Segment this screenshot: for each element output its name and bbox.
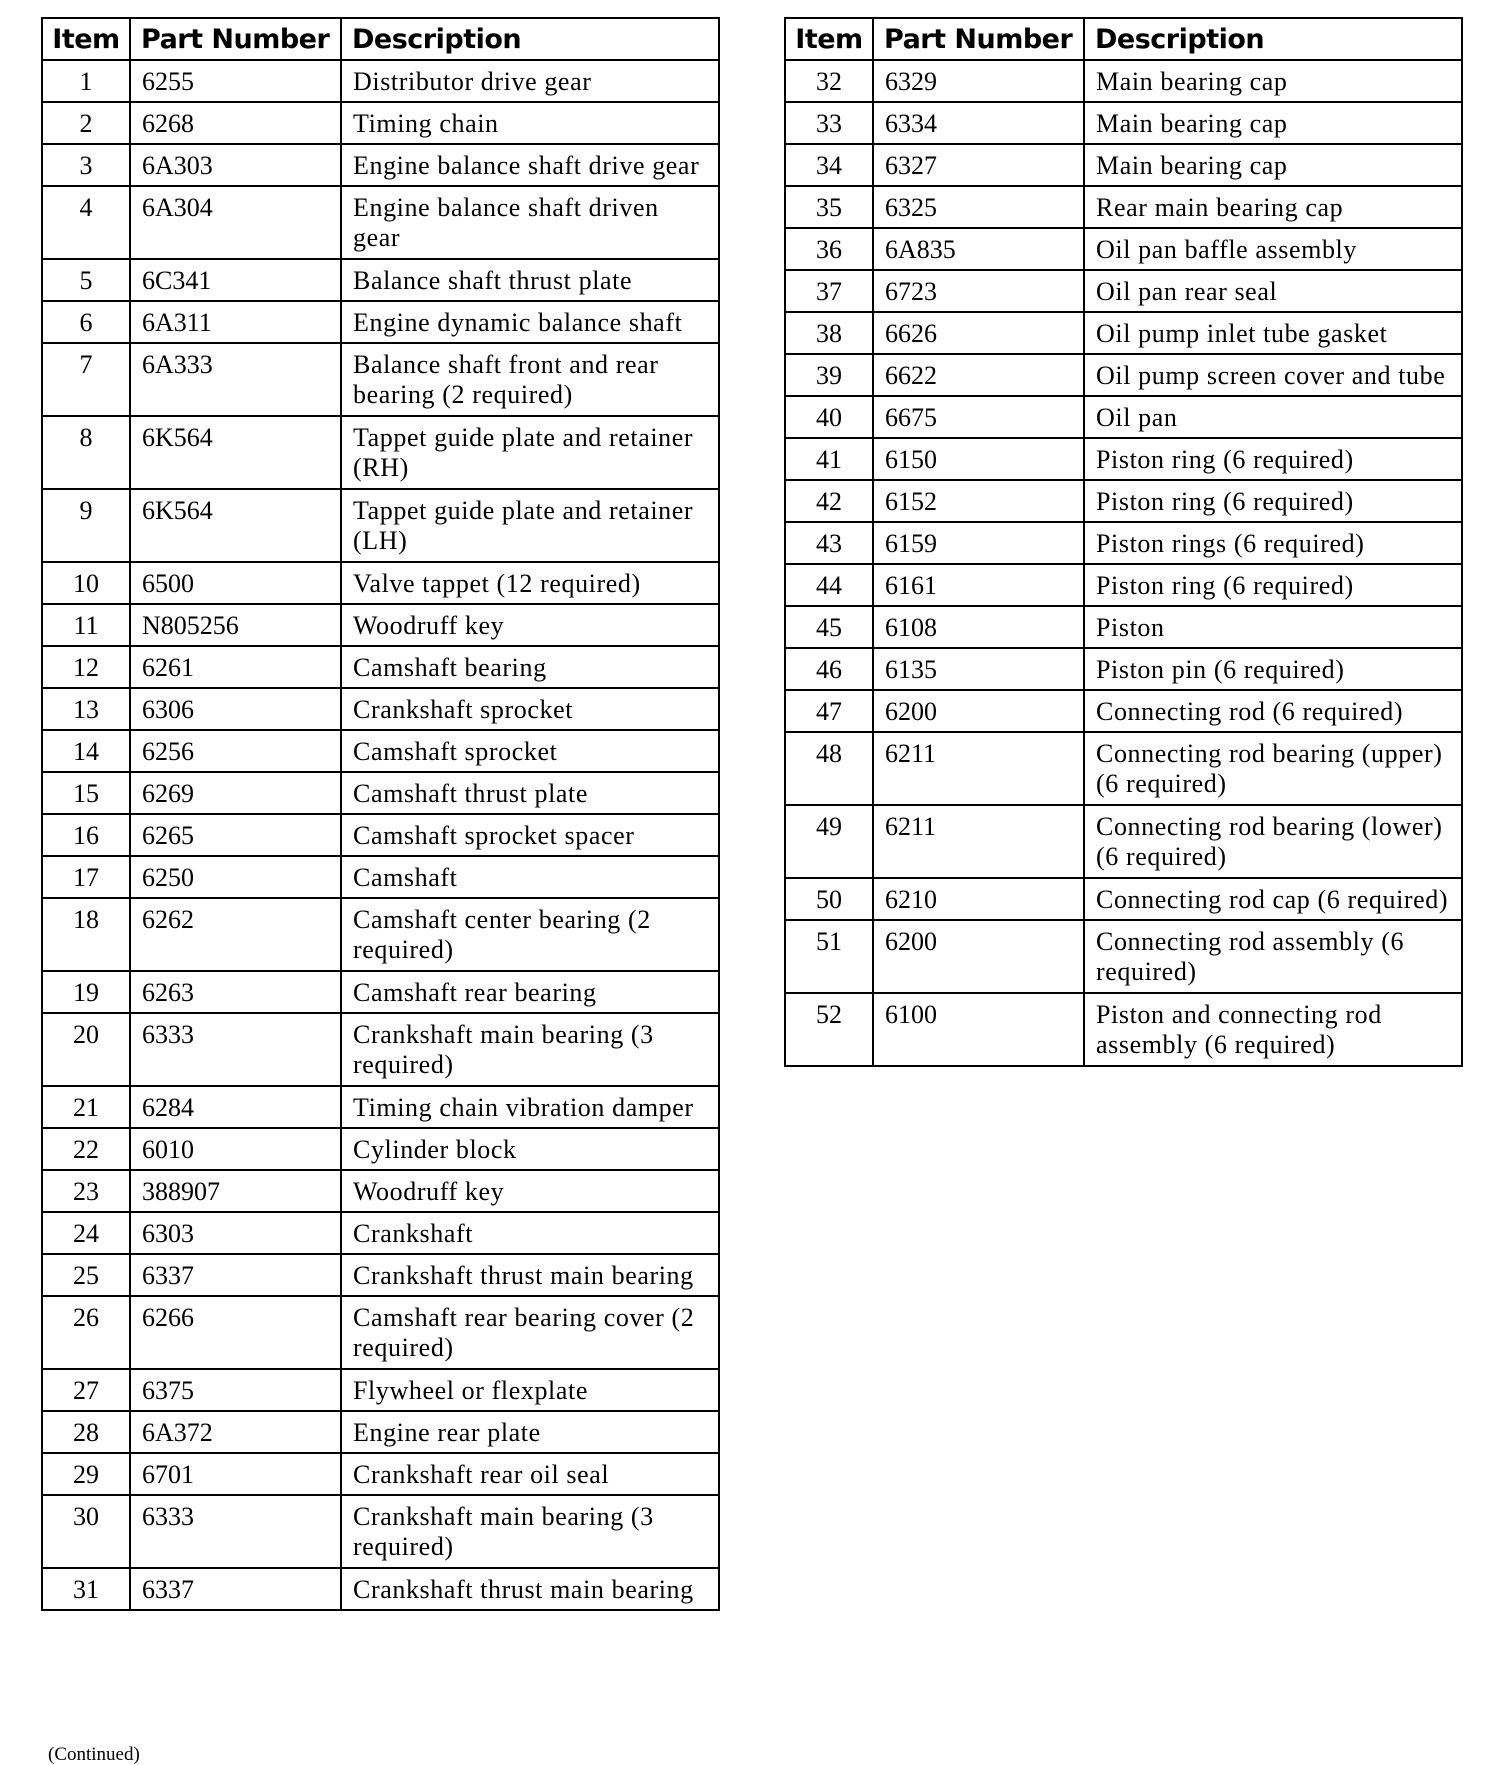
item-cell: 28 [42,1411,130,1453]
description-cell: Camshaft sprocket [341,730,719,772]
part-number-cell: 6200 [873,690,1084,732]
part-number-cell: 6100 [873,993,1084,1066]
part-number-cell: 6A304 [130,186,341,259]
description-cell: Piston and connecting rod assembly (6 required) [1084,993,1462,1066]
part-number-cell: 6701 [130,1453,341,1495]
item-cell: 12 [42,646,130,688]
table-row [785,480,1462,522]
table-row [42,259,719,301]
part-number-cell: 6333 [130,1495,341,1568]
table-row [42,1086,719,1128]
item-cell: 16 [42,814,130,856]
item-cell: 11 [42,604,130,646]
part-number-cell: 6A333 [130,343,341,416]
table-row [42,1411,719,1453]
description-cell: Woodruff key [341,1170,719,1212]
part-number-cell: 6256 [130,730,341,772]
table-row [785,312,1462,354]
column-header-item: Item [42,18,130,60]
table-row [42,1212,719,1254]
part-number-cell: 6325 [873,186,1084,228]
table-row [42,1170,719,1212]
column-header-item: Item [785,18,873,60]
description-cell: Oil pan baffle assembly [1084,228,1462,270]
item-cell: 47 [785,690,873,732]
table-row [42,1453,719,1495]
parts-table-right [784,17,1463,1067]
description-cell: Tappet guide plate and retainer (LH) [341,489,719,562]
item-cell: 22 [42,1128,130,1170]
part-number-cell: 6152 [873,480,1084,522]
description-cell: Engine rear plate [341,1411,719,1453]
item-cell: 23 [42,1170,130,1212]
description-cell: Oil pump screen cover and tube [1084,354,1462,396]
description-cell: Oil pan [1084,396,1462,438]
part-number-cell: 6333 [130,1013,341,1086]
part-number-cell: 6500 [130,562,341,604]
part-number-cell: 6334 [873,102,1084,144]
item-cell: 33 [785,102,873,144]
description-cell: Piston [1084,606,1462,648]
item-cell: 44 [785,564,873,606]
description-cell: Connecting rod bearing (upper) (6 required) [1084,732,1462,805]
item-cell: 15 [42,772,130,814]
description-cell: Main bearing cap [1084,102,1462,144]
item-cell: 25 [42,1254,130,1296]
part-number-cell: 6200 [873,920,1084,993]
description-cell: Engine balance shaft driven gear [341,186,719,259]
description-cell: Camshaft rear bearing cover (2 required) [341,1296,719,1369]
item-cell: 43 [785,522,873,564]
part-number-cell: 6K564 [130,416,341,489]
description-cell: Main bearing cap [1084,60,1462,102]
description-cell: Connecting rod assembly (6 required) [1084,920,1462,993]
item-cell: 1 [42,60,130,102]
part-number-cell: 6A372 [130,1411,341,1453]
item-cell: 40 [785,396,873,438]
table-row [42,856,719,898]
table-row [785,102,1462,144]
part-number-cell: 6337 [130,1568,341,1610]
table-row [785,564,1462,606]
item-cell: 48 [785,732,873,805]
item-cell: 51 [785,920,873,993]
table-row [42,102,719,144]
table-row [785,186,1462,228]
table-row [785,920,1462,993]
item-cell: 18 [42,898,130,971]
item-cell: 32 [785,60,873,102]
part-number-cell: 6C341 [130,259,341,301]
table-row [42,730,719,772]
item-cell: 49 [785,805,873,878]
table-row [785,993,1462,1066]
table-row [42,416,719,489]
item-cell: 7 [42,343,130,416]
description-cell: Connecting rod cap (6 required) [1084,878,1462,920]
part-number-cell: 6159 [873,522,1084,564]
description-cell: Piston ring (6 required) [1084,480,1462,522]
table-row [785,805,1462,878]
description-cell: Woodruff key [341,604,719,646]
description-cell: Camshaft bearing [341,646,719,688]
item-cell: 34 [785,144,873,186]
description-cell: Camshaft center bearing (2 required) [341,898,719,971]
table-row [42,1254,719,1296]
description-cell: Timing chain [341,102,719,144]
item-cell: 17 [42,856,130,898]
description-cell: Camshaft rear bearing [341,971,719,1013]
table-row [42,604,719,646]
continued-note: (Continued) [48,1744,140,1765]
table-row [785,144,1462,186]
table-row [785,60,1462,102]
description-cell: Main bearing cap [1084,144,1462,186]
part-number-cell: 6A311 [130,301,341,343]
table-header-row [42,18,719,60]
column-header-description: Description [341,18,719,60]
item-cell: 8 [42,416,130,489]
item-cell: 41 [785,438,873,480]
table-row [42,646,719,688]
part-number-cell: 6250 [130,856,341,898]
column-header-part-number: Part Number [873,18,1084,60]
table-row [785,648,1462,690]
item-cell: 35 [785,186,873,228]
table-row [42,772,719,814]
part-number-cell: 6266 [130,1296,341,1369]
item-cell: 30 [42,1495,130,1568]
table-row [42,301,719,343]
table-header-row [785,18,1462,60]
item-cell: 21 [42,1086,130,1128]
item-cell: 6 [42,301,130,343]
description-cell: Valve tappet (12 required) [341,562,719,604]
item-cell: 13 [42,688,130,730]
table-row [42,1568,719,1610]
item-cell: 10 [42,562,130,604]
description-cell: Oil pan rear seal [1084,270,1462,312]
table-row [785,396,1462,438]
column-header-description: Description [1084,18,1462,60]
description-cell: Engine dynamic balance shaft [341,301,719,343]
part-number-cell: 6269 [130,772,341,814]
part-number-cell: 6675 [873,396,1084,438]
description-cell: Flywheel or flexplate [341,1369,719,1411]
part-number-cell: 6262 [130,898,341,971]
description-cell: Piston pin (6 required) [1084,648,1462,690]
table-row [42,814,719,856]
table-row [785,522,1462,564]
part-number-cell: 6327 [873,144,1084,186]
part-number-cell: 6211 [873,805,1084,878]
item-cell: 50 [785,878,873,920]
item-cell: 2 [42,102,130,144]
description-cell: Cylinder block [341,1128,719,1170]
description-cell: Engine balance shaft drive gear [341,144,719,186]
table-row [785,354,1462,396]
part-number-cell: 6A303 [130,144,341,186]
part-number-cell: 6210 [873,878,1084,920]
description-cell: Camshaft sprocket spacer [341,814,719,856]
part-number-cell: 6211 [873,732,1084,805]
table-row [42,1495,719,1568]
table-row [42,144,719,186]
part-number-cell: 6303 [130,1212,341,1254]
table-row [42,898,719,971]
description-cell: Crankshaft main bearing (3 required) [341,1495,719,1568]
item-cell: 20 [42,1013,130,1086]
item-cell: 24 [42,1212,130,1254]
item-cell: 39 [785,354,873,396]
table-row [42,1369,719,1411]
part-number-cell: 6265 [130,814,341,856]
description-cell: Camshaft [341,856,719,898]
table-row [42,60,719,102]
description-cell: Balance shaft front and rear bearing (2 required) [341,343,719,416]
item-cell: 26 [42,1296,130,1369]
item-cell: 14 [42,730,130,772]
table-row [785,606,1462,648]
column-header-part-number: Part Number [130,18,341,60]
table-row [42,1128,719,1170]
description-cell: Piston ring (6 required) [1084,438,1462,480]
description-cell: Piston ring (6 required) [1084,564,1462,606]
part-number-cell: 6161 [873,564,1084,606]
description-cell: Crankshaft thrust main bearing [341,1568,719,1610]
description-cell: Balance shaft thrust plate [341,259,719,301]
description-cell: Connecting rod (6 required) [1084,690,1462,732]
part-number-cell: 6375 [130,1369,341,1411]
part-number-cell: 6261 [130,646,341,688]
table-row [785,228,1462,270]
table-row [42,186,719,259]
part-number-cell: 6255 [130,60,341,102]
table-row [785,878,1462,920]
item-cell: 52 [785,993,873,1066]
part-number-cell: 6329 [873,60,1084,102]
description-cell: Connecting rod bearing (lower) (6 required) [1084,805,1462,878]
item-cell: 38 [785,312,873,354]
table-row [785,438,1462,480]
table-row [42,1296,719,1369]
part-number-cell: 6268 [130,102,341,144]
part-number-cell: 388907 [130,1170,341,1212]
item-cell: 3 [42,144,130,186]
description-cell: Rear main bearing cap [1084,186,1462,228]
part-number-cell: 6150 [873,438,1084,480]
table-row [42,971,719,1013]
parts-table-left [41,17,720,1611]
item-cell: 19 [42,971,130,1013]
part-number-cell: 6A835 [873,228,1084,270]
item-cell: 31 [42,1568,130,1610]
table-row [42,489,719,562]
description-cell: Timing chain vibration damper [341,1086,719,1128]
description-cell: Camshaft thrust plate [341,772,719,814]
part-number-cell: 6108 [873,606,1084,648]
description-cell: Crankshaft [341,1212,719,1254]
item-cell: 42 [785,480,873,522]
part-number-cell: N805256 [130,604,341,646]
part-number-cell: 6626 [873,312,1084,354]
table-row [42,343,719,416]
item-cell: 45 [785,606,873,648]
item-cell: 36 [785,228,873,270]
item-cell: 46 [785,648,873,690]
item-cell: 37 [785,270,873,312]
table-row [785,270,1462,312]
item-cell: 4 [42,186,130,259]
table-row [785,732,1462,805]
part-number-cell: 6263 [130,971,341,1013]
part-number-cell: 6010 [130,1128,341,1170]
item-cell: 9 [42,489,130,562]
item-cell: 27 [42,1369,130,1411]
part-number-cell: 6337 [130,1254,341,1296]
table-row [42,688,719,730]
description-cell: Crankshaft thrust main bearing [341,1254,719,1296]
description-cell: Distributor drive gear [341,60,719,102]
description-cell: Crankshaft sprocket [341,688,719,730]
table-row [42,562,719,604]
description-cell: Crankshaft rear oil seal [341,1453,719,1495]
part-number-cell: 6723 [873,270,1084,312]
description-cell: Crankshaft main bearing (3 required) [341,1013,719,1086]
item-cell: 5 [42,259,130,301]
part-number-cell: 6284 [130,1086,341,1128]
part-number-cell: 6622 [873,354,1084,396]
item-cell: 29 [42,1453,130,1495]
description-cell: Tappet guide plate and retainer (RH) [341,416,719,489]
table-row [42,1013,719,1086]
part-number-cell: 6135 [873,648,1084,690]
table-row [785,690,1462,732]
part-number-cell: 6306 [130,688,341,730]
part-number-cell: 6K564 [130,489,341,562]
description-cell: Oil pump inlet tube gasket [1084,312,1462,354]
description-cell: Piston rings (6 required) [1084,522,1462,564]
